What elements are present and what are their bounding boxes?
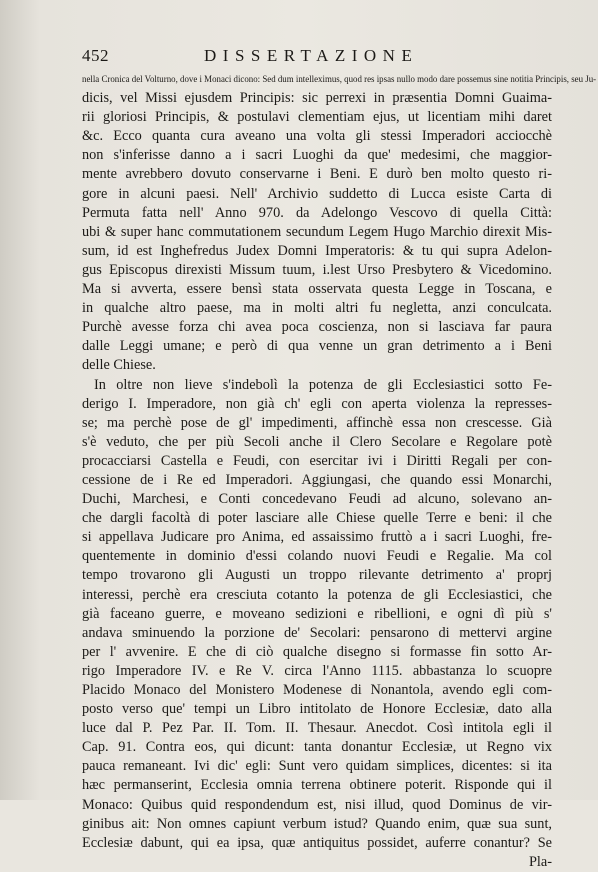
text-line: rii gloriosi Principis, & postulavi clementiam ejus, ut licentiam mihi daret: [82, 109, 552, 126]
text-line: per l' avvenire. E che di ciò qualche disegno si formasse fin sotto Ar-: [82, 643, 552, 660]
page-number: 452: [82, 46, 109, 65]
text-line: Monaco: Quibus quid respondendum est, nisi illud, quod Dominus de vir-: [82, 796, 552, 813]
text-line: interessi, perchè era cresciuta cotanto la potenza de gli Ecclesiastici, che: [82, 586, 552, 603]
text-line: non s'inferisse danno a i sacri Luoghi da que' medesimi, che maggior-: [82, 147, 552, 164]
text-line: mente avrebbero dovuto conservarne i Beni. E durò ben molto questo ri-: [82, 166, 552, 183]
text-line: già faceano guerre, e moveano sedizioni e ribellioni, e ogni dì più s': [82, 605, 552, 622]
text-line: derigo I. Imperadore, non già ch' egli con aperta violenza la represses-: [82, 395, 552, 412]
text-line: dicis, vel Missi ejusdem Principis: sic perrexi in præsentia Domni Guaima-: [82, 90, 552, 107]
text-line: dalle Leggi umane; e però di qua venne un gran detrimento a i Beni: [82, 338, 552, 355]
page-header: [82, 46, 552, 68]
text-line: s'è veduto, che per più Secoli anche il Clero Secolare e Regolare potè: [82, 433, 552, 450]
running-title: DISSERTAZIONE: [204, 46, 419, 65]
text-line: posto verso que' tempi un Libro intitolato de Honore Ecclesiæ, dato alla: [82, 701, 552, 718]
text-line: tempo trovarono gli Augusti un troppo rilevante detrimento a' proprj: [82, 567, 552, 584]
text-line: in qualche altro paese, ma in molti altri fu negletta, anzi conculcata.: [82, 300, 552, 317]
text-line: cessione de i Re ed Imperadori. Aggiungasi, che quando essi Monarchi,: [82, 471, 552, 488]
text-line: quentemente in dominio d'essi colando nuovi Feudi e Regalie. Ma col: [82, 548, 552, 565]
text-line: Ecclesiæ dabunt, qui ea ipsa, quæ antiquitus possidet, auferre conantur? Se: [82, 834, 552, 851]
text-line: gus Episcopus direxisti Missum tuum, i.lest Urso Presbytero & Vicedomino.: [82, 261, 552, 278]
text-line: procacciarsi Castella e Feudi, con esercitar ivi i Diritti Regali per con-: [82, 452, 552, 469]
text-line: pauca remaneant. Ivi dic' egli: Sunt vero quidam simplices, dicentes: si ita: [82, 758, 552, 775]
text-line: Purchè avesse forza chi avea poca coscienza, non si lasciava far paura: [82, 319, 552, 336]
text-line: delle Chiese.: [82, 357, 156, 374]
text-line: nella Cronica del Volturno, dove i Monaci dicono: Sed dum intelleximus, quod res ipsas nullo modo dare possemus sine notitia Principis, seu Ju-: [82, 74, 597, 84]
text-line: andava sminuendo la porzione de' Secolari: pensarono di mettervi argine: [82, 624, 552, 641]
text-line: Cap. 91. Contra eos, qui dicunt: tanta donantur Ecclesiæ, ut Regno vix: [82, 739, 552, 756]
text-line: gore in alcuni paesi. Nell' Archivio suddetto di Lucca esiste Carta di: [82, 185, 552, 202]
text-line: che dargli facoltà di poter lasciare alle Chiese quelle Terre e beni: il che: [82, 510, 552, 527]
text-line: Permuta fatta nell' Anno 970. da Adelongo Vescovo di quella Città:: [82, 204, 552, 221]
text-line: ginibus ait: Non omnes capiunt verbum istud? Quando enim, quæ sua sunt,: [82, 815, 552, 832]
text-line: sum, id est Inghefredus Judex Domni Imperatoris: & tu qui supra Adelon-: [82, 242, 552, 259]
text-line: Ma si avverta, essere bensì stata osservata questa Legge in Toscana, e: [82, 281, 552, 298]
body-text: [82, 70, 597, 872]
text-line: si appellava Judicare pro Anima, ed assaissimo fruttò a i sacri Luoghi, fre-: [82, 529, 552, 546]
text-line: In oltre non lieve s'indebolì la potenza de gli Ecclesiastici sotto Fe-: [94, 376, 552, 393]
text-line: luce dal P. Pez Par. II. Tom. II. Thesaur. Anecdot. Così intitola egli il: [82, 720, 552, 737]
text-line: hæc permanserint, Ecclesia omnia terrena obtinere poterit. Risponde qui il: [82, 777, 552, 794]
catchword: Pla-: [528, 853, 552, 870]
text-line: rigo Imperadore IV. e Re V. circa l'Anno 1115. abbastanza lo scuopre: [82, 662, 552, 679]
text-line: Placido Monaco del Monistero Modenese di Nonantola, avendo egli com-: [82, 682, 552, 698]
text-line: se; ma perchè pose de gl' impedimenti, affinchè essa non crescesse. Già: [82, 414, 552, 431]
text-line: &c. Ecco quanta cura aveano una volta gli stessi Imperadori acciocchè: [82, 128, 552, 145]
text-line: Duchi, Marchesi, e Conti concedevano Feudi ad alcuno, solevano an-: [82, 491, 552, 508]
text-line: ubi & super hanc commutationem secundum Legem Hugo Marchio direxit Mis-: [82, 223, 552, 240]
